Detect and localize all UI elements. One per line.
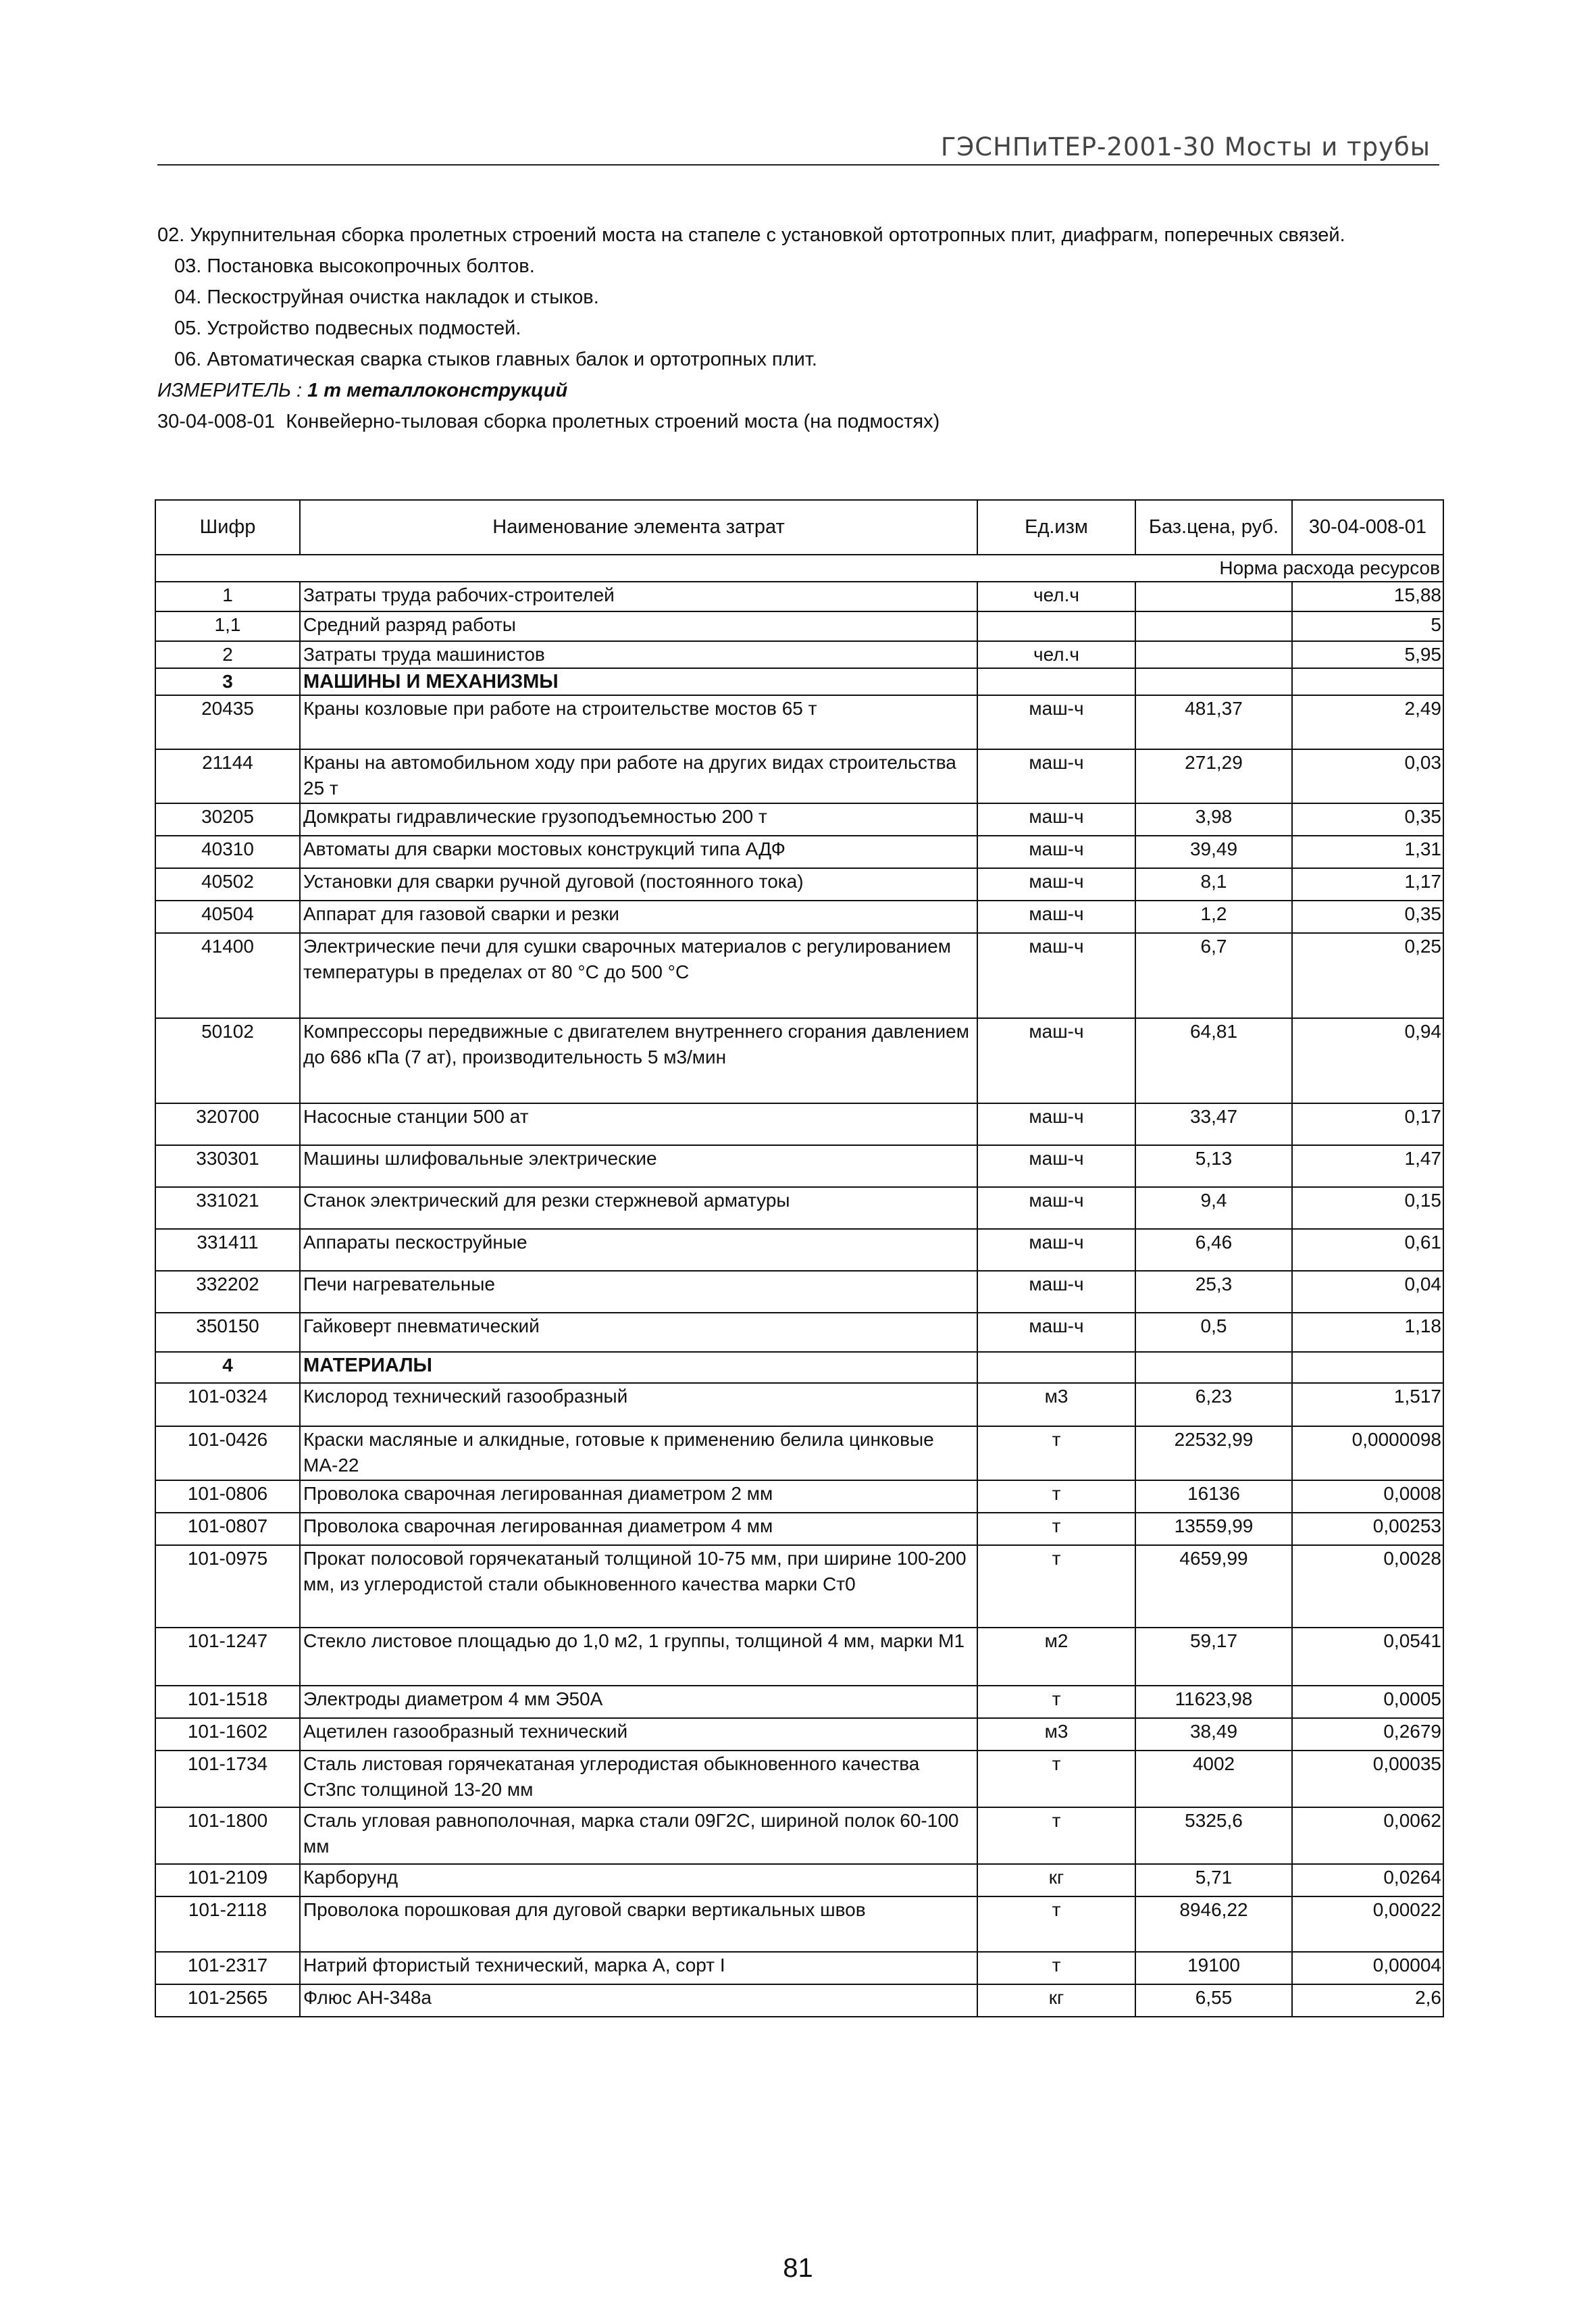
work-composition xyxy=(157,220,1439,437)
cell-price: 6,46 xyxy=(1135,1229,1292,1271)
cell-unit: т xyxy=(977,1480,1135,1513)
cell-code: 320700 xyxy=(155,1103,300,1145)
cell-unit: маш-ч xyxy=(977,868,1135,901)
cell-name: Печи нагревательные xyxy=(300,1271,977,1313)
table-row xyxy=(155,695,1443,749)
measure-line xyxy=(157,375,1439,406)
cell-code: 101-2565 xyxy=(155,1984,300,2017)
cell-norm-value: 0,0062 xyxy=(1292,1807,1443,1864)
cell-unit: т xyxy=(977,1952,1135,1984)
cell-norm-value: 1,47 xyxy=(1292,1145,1443,1187)
cell-name: Краны козловые при работе на строительстве мостов 65 т xyxy=(300,695,977,749)
cell-price: 5325,6 xyxy=(1135,1807,1292,1864)
cell-norm-value: 0,61 xyxy=(1292,1229,1443,1271)
table-row xyxy=(155,1229,1443,1271)
cell-code: 101-0426 xyxy=(155,1426,300,1480)
cell-name: Аппарат для газовой сварки и резки xyxy=(300,901,977,933)
cell-unit: маш-ч xyxy=(977,749,1135,803)
cell-name: Ацетилен газообразный технический xyxy=(300,1718,977,1751)
cell-norm-value: 0,25 xyxy=(1292,933,1443,1018)
cell-name: Машины шлифовальные электрические xyxy=(300,1145,977,1187)
norm-title-line xyxy=(157,406,1439,437)
cell-code: 101-2118 xyxy=(155,1896,300,1952)
cell-name: Флюс АН-348а xyxy=(300,1984,977,2017)
cell-price: 6,23 xyxy=(1135,1383,1292,1426)
cell-name: Гайковерт пневматический xyxy=(300,1313,977,1352)
cell-code: 30205 xyxy=(155,803,300,836)
cell-norm-value: 0,2679 xyxy=(1292,1718,1443,1751)
section-row xyxy=(155,1352,1443,1383)
table-row xyxy=(155,1426,1443,1480)
cell-code: 101-0806 xyxy=(155,1480,300,1513)
cell-name: МАТЕРИАЛЫ xyxy=(300,1352,977,1383)
cell-price: 271,29 xyxy=(1135,749,1292,803)
cell-unit xyxy=(977,1352,1135,1383)
cell-code: 20435 xyxy=(155,695,300,749)
cell-name: Затраты труда машинистов xyxy=(300,641,977,668)
cell-unit xyxy=(977,668,1135,695)
cell-unit: кг xyxy=(977,1984,1135,2017)
norm-title: Конвейерно-тыловая сборка пролетных строений моста (на подмостях) xyxy=(286,411,940,432)
cell-price: 481,37 xyxy=(1135,695,1292,749)
cell-price: 64,81 xyxy=(1135,1018,1292,1103)
cell-norm-value: 2,6 xyxy=(1292,1984,1443,2017)
table-row xyxy=(155,641,1443,668)
measure-label: ИЗМЕРИТЕЛЬ : xyxy=(157,380,303,401)
cell-price: 0,5 xyxy=(1135,1313,1292,1352)
cell-norm-value: 0,00253 xyxy=(1292,1513,1443,1545)
cell-unit: т xyxy=(977,1686,1135,1718)
cell-price xyxy=(1135,1352,1292,1383)
work-item: 05. Устройство подвесных подмостей. xyxy=(174,318,521,339)
table-body xyxy=(155,582,1443,2017)
cell-code: 101-1247 xyxy=(155,1628,300,1686)
section-row xyxy=(155,668,1443,695)
norm-code: 30-04-008-01 xyxy=(157,411,276,432)
cell-price xyxy=(1135,641,1292,668)
cell-unit: м2 xyxy=(977,1628,1135,1686)
norm-caption: Норма расхода ресурсов xyxy=(155,555,1443,582)
cell-norm-value: 1,17 xyxy=(1292,868,1443,901)
cell-price xyxy=(1135,668,1292,695)
work-item: 03. Постановка высокопрочных болтов. xyxy=(174,255,535,277)
cell-norm-value: 0,03 xyxy=(1292,749,1443,803)
cell-code: 101-1800 xyxy=(155,1807,300,1864)
cell-unit: т xyxy=(977,1513,1135,1545)
cell-code: 1 xyxy=(155,582,300,611)
cell-unit: маш-ч xyxy=(977,933,1135,1018)
table-row xyxy=(155,1145,1443,1187)
cell-norm-value: 0,00035 xyxy=(1292,1751,1443,1807)
cell-name: Проволока порошковая для дуговой сварки вертикальных швов xyxy=(300,1896,977,1952)
table-row xyxy=(155,1718,1443,1751)
table-row xyxy=(155,1896,1443,1952)
cell-norm-value: 2,49 xyxy=(1292,695,1443,749)
cell-unit: кг xyxy=(977,1864,1135,1896)
cell-price: 5,13 xyxy=(1135,1145,1292,1187)
table-row xyxy=(155,1984,1443,2017)
cell-code: 40504 xyxy=(155,901,300,933)
cell-unit: маш-ч xyxy=(977,836,1135,868)
cell-name: Стекло листовое площадью до 1,0 м2, 1 группы, толщиной 4 мм, марки М1 xyxy=(300,1628,977,1686)
cell-norm-value: 0,0541 xyxy=(1292,1628,1443,1686)
cell-name: Проволока сварочная легированная диаметром 2 мм xyxy=(300,1480,977,1513)
cell-price: 16136 xyxy=(1135,1480,1292,1513)
measure-value: 1 т металлоконструкций xyxy=(307,380,568,401)
cell-code: 50102 xyxy=(155,1018,300,1103)
table-row xyxy=(155,1480,1443,1513)
resources-table-wrapper xyxy=(155,499,1443,2017)
cell-name: Компрессоры передвижные с двигателем внутреннего сгорания давлением до 686 кПа (7 ат), производительность 5 м3/мин xyxy=(300,1018,977,1103)
cell-norm-value xyxy=(1292,668,1443,695)
cell-norm-value: 0,04 xyxy=(1292,1271,1443,1313)
cell-name: Натрий фтористый технический, марка А, сорт I xyxy=(300,1952,977,1984)
cell-norm-value: 0,15 xyxy=(1292,1187,1443,1229)
cell-unit: м3 xyxy=(977,1718,1135,1751)
cell-norm-value: 1,18 xyxy=(1292,1313,1443,1352)
table-row xyxy=(155,933,1443,1018)
cell-code: 2 xyxy=(155,641,300,668)
table-row xyxy=(155,803,1443,836)
cell-price: 5,71 xyxy=(1135,1864,1292,1896)
cell-price: 8946,22 xyxy=(1135,1896,1292,1952)
cell-norm-value: 0,0000098 xyxy=(1292,1426,1443,1480)
cell-unit: т xyxy=(977,1896,1135,1952)
cell-norm-value: 5,95 xyxy=(1292,641,1443,668)
cell-price: 19100 xyxy=(1135,1952,1292,1984)
cell-name: Насосные станции 500 ат xyxy=(300,1103,977,1145)
cell-unit: т xyxy=(977,1751,1135,1807)
cell-code: 101-1734 xyxy=(155,1751,300,1807)
cell-code: 3 xyxy=(155,668,300,695)
cell-norm-value: 5 xyxy=(1292,611,1443,641)
cell-unit: чел.ч xyxy=(977,641,1135,668)
cell-unit: маш-ч xyxy=(977,1187,1135,1229)
cell-unit: маш-ч xyxy=(977,1313,1135,1352)
cell-price: 9,4 xyxy=(1135,1187,1292,1229)
cell-price: 4002 xyxy=(1135,1751,1292,1807)
table-row xyxy=(155,1018,1443,1103)
cell-unit: маш-ч xyxy=(977,695,1135,749)
cell-price: 3,98 xyxy=(1135,803,1292,836)
header-code: Шифр xyxy=(155,500,300,555)
cell-code: 21144 xyxy=(155,749,300,803)
cell-price: 22532,99 xyxy=(1135,1426,1292,1480)
cell-price: 6,7 xyxy=(1135,933,1292,1018)
cell-name: Домкраты гидравлические грузоподъемностью 200 т xyxy=(300,803,977,836)
cell-price: 13559,99 xyxy=(1135,1513,1292,1545)
cell-name: Краски масляные и алкидные, готовые к применению белила цинковые МА-22 xyxy=(300,1426,977,1480)
cell-norm-value: 0,0008 xyxy=(1292,1480,1443,1513)
cell-name: Проволока сварочная легированная диаметром 4 мм xyxy=(300,1513,977,1545)
header-norm-code: 30-04-008-01 xyxy=(1292,500,1443,555)
cell-norm-value: 0,0005 xyxy=(1292,1686,1443,1718)
cell-code: 101-0324 xyxy=(155,1383,300,1426)
cell-norm-value xyxy=(1292,1352,1443,1383)
table-row xyxy=(155,1751,1443,1807)
cell-name: Карборунд xyxy=(300,1864,977,1896)
cell-unit: т xyxy=(977,1426,1135,1480)
cell-unit: чел.ч xyxy=(977,582,1135,611)
cell-name: Прокат полосовой горячекатаный толщиной 10-75 мм, при ширине 100-200 мм, из углеродистой стали обыкновенного качества марки Ст0 xyxy=(300,1545,977,1628)
table-row xyxy=(155,901,1443,933)
cell-code: 4 xyxy=(155,1352,300,1383)
table-row xyxy=(155,1545,1443,1628)
table-row xyxy=(155,582,1443,611)
table-row xyxy=(155,1513,1443,1545)
cell-code: 101-2317 xyxy=(155,1952,300,1984)
table-row xyxy=(155,1952,1443,1984)
page-number: 81 xyxy=(783,2253,813,2283)
work-item: 06. Автоматическая сварка стыков главных балок и ортотропных плит. xyxy=(174,349,817,370)
header-unit: Ед.изм xyxy=(977,500,1135,555)
cell-norm-value: 15,88 xyxy=(1292,582,1443,611)
cell-unit: т xyxy=(977,1545,1135,1628)
work-item: 02. Укрупнительная сборка пролетных строений моста на стапеле с установкой ортотропных плит, диафрагм, поперечных связей. xyxy=(157,224,1345,246)
cell-name: Сталь угловая равнополочная, марка стали 09Г2С, шириной полок 60-100 мм xyxy=(300,1807,977,1864)
table-row xyxy=(155,1864,1443,1896)
cell-unit: маш-ч xyxy=(977,1145,1135,1187)
cell-unit: маш-ч xyxy=(977,803,1135,836)
cell-unit xyxy=(977,611,1135,641)
table-row xyxy=(155,1313,1443,1352)
cell-code: 331021 xyxy=(155,1187,300,1229)
cell-price: 38,49 xyxy=(1135,1718,1292,1751)
cell-unit: маш-ч xyxy=(977,901,1135,933)
cell-price: 8,1 xyxy=(1135,868,1292,901)
cell-name: Аппараты пескоструйные xyxy=(300,1229,977,1271)
cell-price: 1,2 xyxy=(1135,901,1292,933)
cell-code: 41400 xyxy=(155,933,300,1018)
cell-name: Сталь листовая горячекатаная углеродистая обыкновенного качества Ст3пс толщиной 13-20 мм xyxy=(300,1751,977,1807)
resources-table xyxy=(155,499,1444,2017)
cell-code: 101-2109 xyxy=(155,1864,300,1896)
cell-unit: маш-ч xyxy=(977,1271,1135,1313)
cell-norm-value: 1,517 xyxy=(1292,1383,1443,1426)
cell-name: МАШИНЫ И МЕХАНИЗМЫ xyxy=(300,668,977,695)
cell-unit: м3 xyxy=(977,1383,1135,1426)
cell-code: 330301 xyxy=(155,1145,300,1187)
table-row xyxy=(155,836,1443,868)
table-row xyxy=(155,1383,1443,1426)
cell-name: Краны на автомобильном ходу при работе на других видах строительства 25 т xyxy=(300,749,977,803)
cell-unit: маш-ч xyxy=(977,1229,1135,1271)
cell-price: 25,3 xyxy=(1135,1271,1292,1313)
cell-name: Электрические печи для сушки сварочных материалов с регулированием температуры в пределах от 80 °С до 500 °С xyxy=(300,933,977,1018)
cell-price: 59,17 xyxy=(1135,1628,1292,1686)
cell-code: 101-0807 xyxy=(155,1513,300,1545)
cell-price xyxy=(1135,582,1292,611)
table-row xyxy=(155,1628,1443,1686)
cell-code: 40502 xyxy=(155,868,300,901)
header-price: Баз.цена, руб. xyxy=(1135,500,1292,555)
cell-price xyxy=(1135,611,1292,641)
cell-price: 6,55 xyxy=(1135,1984,1292,2017)
cell-code: 350150 xyxy=(155,1313,300,1352)
cell-code: 101-1518 xyxy=(155,1686,300,1718)
cell-norm-value: 0,0264 xyxy=(1292,1864,1443,1896)
cell-price: 4659,99 xyxy=(1135,1545,1292,1628)
cell-name: Кислород технический газообразный xyxy=(300,1383,977,1426)
cell-norm-value: 0,00022 xyxy=(1292,1896,1443,1952)
table-row xyxy=(155,1686,1443,1718)
cell-unit: маш-ч xyxy=(977,1018,1135,1103)
table-row xyxy=(155,868,1443,901)
cell-price: 33,47 xyxy=(1135,1103,1292,1145)
cell-norm-value: 0,35 xyxy=(1292,901,1443,933)
cell-name: Установки для сварки ручной дуговой (постоянного тока) xyxy=(300,868,977,901)
cell-name: Затраты труда рабочих-строителей xyxy=(300,582,977,611)
cell-name: Электроды диаметром 4 мм Э50А xyxy=(300,1686,977,1718)
cell-code: 101-1602 xyxy=(155,1718,300,1751)
cell-norm-value: 0,17 xyxy=(1292,1103,1443,1145)
table-header-row xyxy=(155,500,1443,555)
work-item: 04. Пескоструйная очистка накладок и стыков. xyxy=(174,286,599,308)
header-divider xyxy=(157,164,1439,166)
table-row xyxy=(155,1807,1443,1864)
cell-norm-value: 1,31 xyxy=(1292,836,1443,868)
cell-unit: т xyxy=(977,1807,1135,1864)
cell-code: 40310 xyxy=(155,836,300,868)
table-row xyxy=(155,611,1443,641)
cell-code: 331411 xyxy=(155,1229,300,1271)
table-row xyxy=(155,1271,1443,1313)
cell-name: Автоматы для сварки мостовых конструкций типа АДФ xyxy=(300,836,977,868)
cell-norm-value: 0,35 xyxy=(1292,803,1443,836)
norm-caption-row xyxy=(155,555,1443,582)
table-row xyxy=(155,1103,1443,1145)
cell-price: 39,49 xyxy=(1135,836,1292,868)
cell-norm-value: 0,00004 xyxy=(1292,1952,1443,1984)
cell-code: 101-0975 xyxy=(155,1545,300,1628)
cell-name: Станок электрический для резки стержневой арматуры xyxy=(300,1187,977,1229)
cell-name: Средний разряд работы xyxy=(300,611,977,641)
cell-code: 332202 xyxy=(155,1271,300,1313)
cell-norm-value: 0,0028 xyxy=(1292,1545,1443,1628)
cell-unit: маш-ч xyxy=(977,1103,1135,1145)
cell-code: 1,1 xyxy=(155,611,300,641)
cell-price: 11623,98 xyxy=(1135,1686,1292,1718)
cell-norm-value: 0,94 xyxy=(1292,1018,1443,1103)
table-row xyxy=(155,1187,1443,1229)
header-name: Наименование элемента затрат xyxy=(300,500,977,555)
table-row xyxy=(155,749,1443,803)
document-series-title: ГЭСНПиТЕР-2001-30 Мосты и трубы xyxy=(940,132,1431,161)
